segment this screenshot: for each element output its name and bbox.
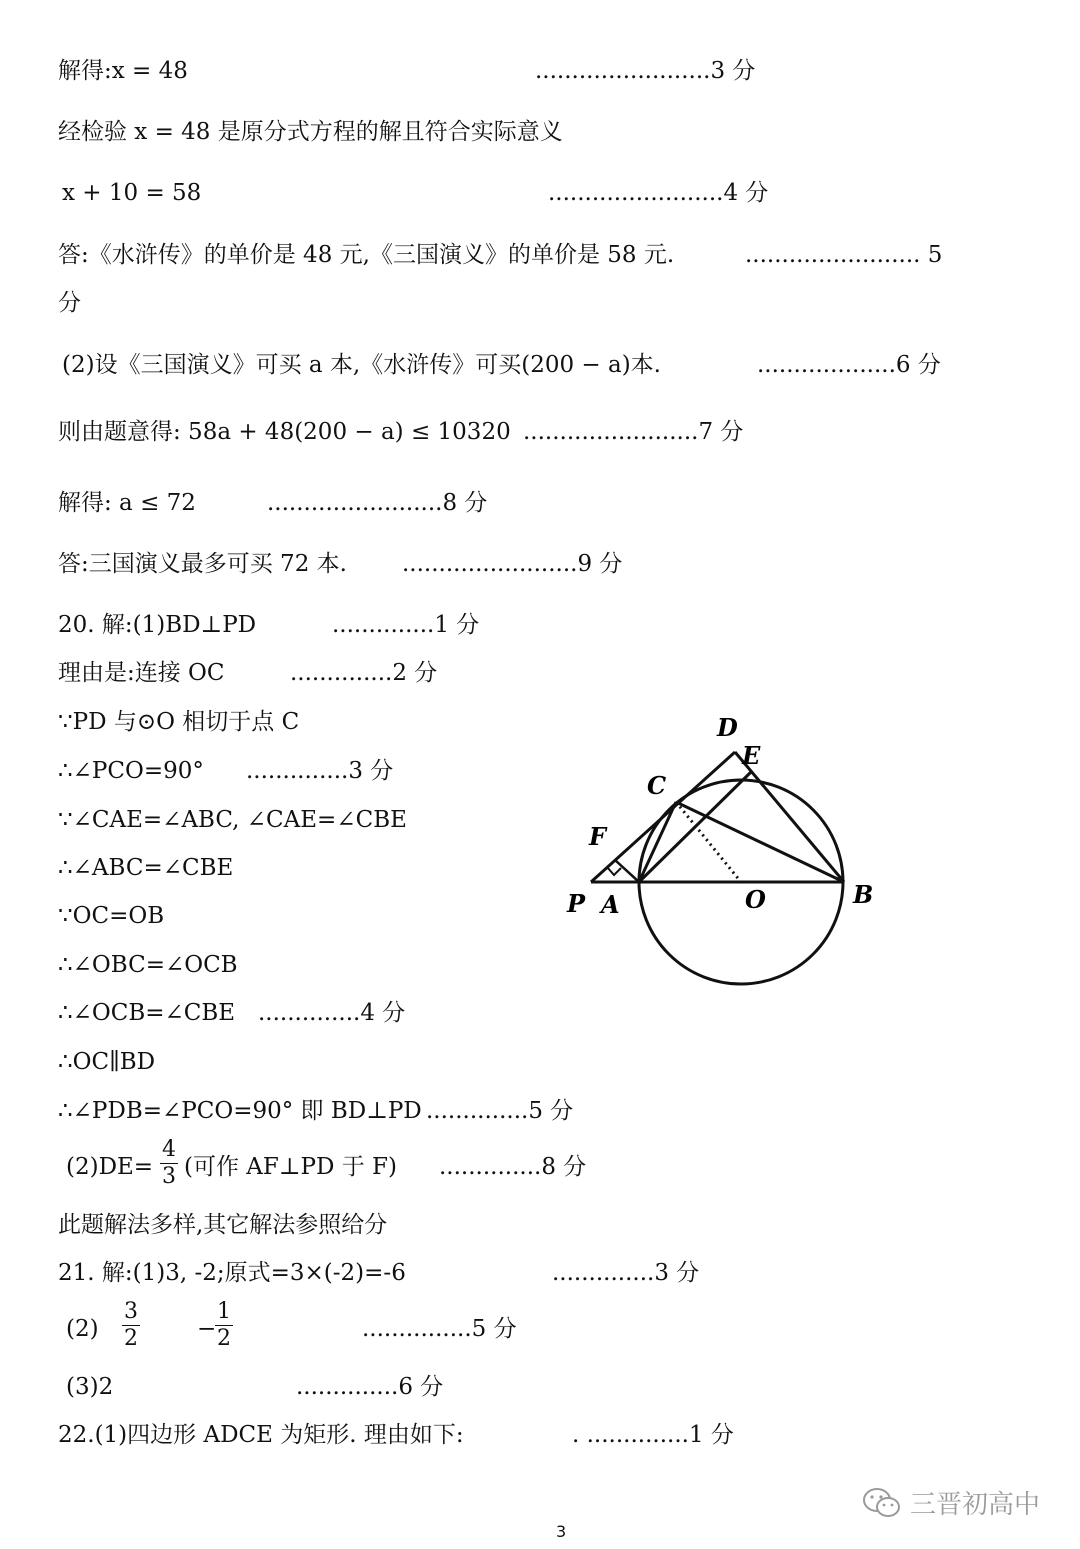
line-ac [639, 802, 676, 882]
line-11: 理由是:连接 OC [58, 660, 225, 686]
line-6: (2)设《三国演义》可买 a 本,《水浒传》可买(200 − a)本. [62, 352, 661, 378]
line-26: 22.(1)四边形 ADCE 为矩形. 理由如下: [58, 1422, 464, 1448]
line-1: 解得:x = 48 [58, 58, 188, 84]
line-14: ∵∠CAE=∠ABC, ∠CAE=∠CBE [58, 807, 407, 833]
frac-num: 1 [217, 1299, 231, 1324]
watermark [862, 1484, 1040, 1521]
label-d: D [717, 713, 738, 742]
fraction-3-2 [122, 1300, 140, 1351]
line-20: ∴∠PDB=∠PCO=90° 即 BD⊥PD [58, 1098, 422, 1124]
watermark-text: 三晋初高中 [910, 1490, 1041, 1520]
line-22: 此题解法多样,其它解法参照给分 [58, 1212, 388, 1238]
line-24: (2) [66, 1316, 99, 1342]
label-b: B [853, 880, 874, 909]
score-25: ..............6 分 [296, 1374, 444, 1400]
line-2: 经检验 x = 48 是原分式方程的解且符合实际意义 [58, 119, 563, 145]
line-5: 分 [58, 290, 81, 316]
line-7: 则由题意得: 58a + 48(200 − a) ≤ 10320 [58, 419, 511, 445]
frac-den: 2 [217, 1326, 231, 1351]
line-16: ∵OC=OB [58, 903, 165, 929]
line-9: 答:三国演义最多可买 72 本. [58, 551, 347, 577]
frac-num: 4 [162, 1137, 176, 1162]
score-1: ........................3 分 [535, 58, 756, 84]
score-23: ..............3 分 [552, 1260, 700, 1286]
score-20: ..............5 分 [426, 1098, 574, 1124]
score-26: . ..............1 分 [572, 1422, 734, 1448]
label-a: A [601, 890, 620, 919]
frac-den: 2 [124, 1326, 138, 1351]
page-number: 3 [556, 1522, 567, 1541]
line-db [735, 752, 844, 882]
score-10: ..............1 分 [332, 612, 480, 638]
score-3: ........................4 分 [548, 180, 769, 206]
score-21: ..............8 分 [439, 1154, 587, 1180]
line-25: (3)2 [66, 1374, 114, 1400]
line-13: ∴∠PCO=90° [58, 758, 204, 784]
fraction-1-2 [215, 1300, 233, 1351]
line-17: ∴∠OBC=∠OCB [58, 952, 238, 978]
line-19: ∴OC∥BD [58, 1049, 156, 1075]
label-o: O [745, 885, 766, 914]
score-18: ..............4 分 [258, 1000, 406, 1026]
score-7: ........................7 分 [523, 419, 744, 445]
score-8: ........................8 分 [267, 490, 488, 516]
score-4: ........................ 5 [745, 242, 943, 268]
label-p: P [567, 889, 586, 918]
line-3: x + 10 = 58 [62, 180, 202, 206]
line-18: ∴∠OCB=∠CBE [58, 1000, 236, 1026]
line-15: ∴∠ABC=∠CBE [58, 855, 234, 881]
line-21-after: (可作 AF⊥PD 于 F) [184, 1154, 397, 1180]
line-23: 21. 解:(1)3, -2;原式=3×(-2)=-6 [58, 1260, 406, 1286]
line-10: 20. 解:(1)BD⊥PD [58, 612, 257, 638]
frac-num: 3 [124, 1299, 138, 1324]
score-11: ..............2 分 [290, 660, 438, 686]
score-6: ...................6 分 [757, 352, 941, 378]
right-angle-mark [607, 867, 621, 875]
line-4: 答:《水浒传》的单价是 48 元,《三国演义》的单价是 58 元. [58, 242, 675, 268]
score-24: ...............5 分 [362, 1316, 517, 1342]
fraction-de [160, 1138, 178, 1189]
line-12: ∵PD 与⊙O 相切于点 C [58, 709, 300, 735]
label-c: C [647, 771, 667, 800]
frac-den: 3 [162, 1164, 176, 1189]
geometry-figure [555, 708, 895, 993]
score-13: ..............3 分 [246, 758, 394, 784]
minus-sign: − [197, 1316, 217, 1342]
score-9: ........................9 分 [402, 551, 623, 577]
label-e: E [742, 741, 761, 770]
line-8: 解得: a ≤ 72 [58, 490, 196, 516]
wechat-icon [862, 1486, 902, 1520]
line-21: (2)DE= [66, 1154, 154, 1180]
label-f: F [589, 822, 607, 851]
